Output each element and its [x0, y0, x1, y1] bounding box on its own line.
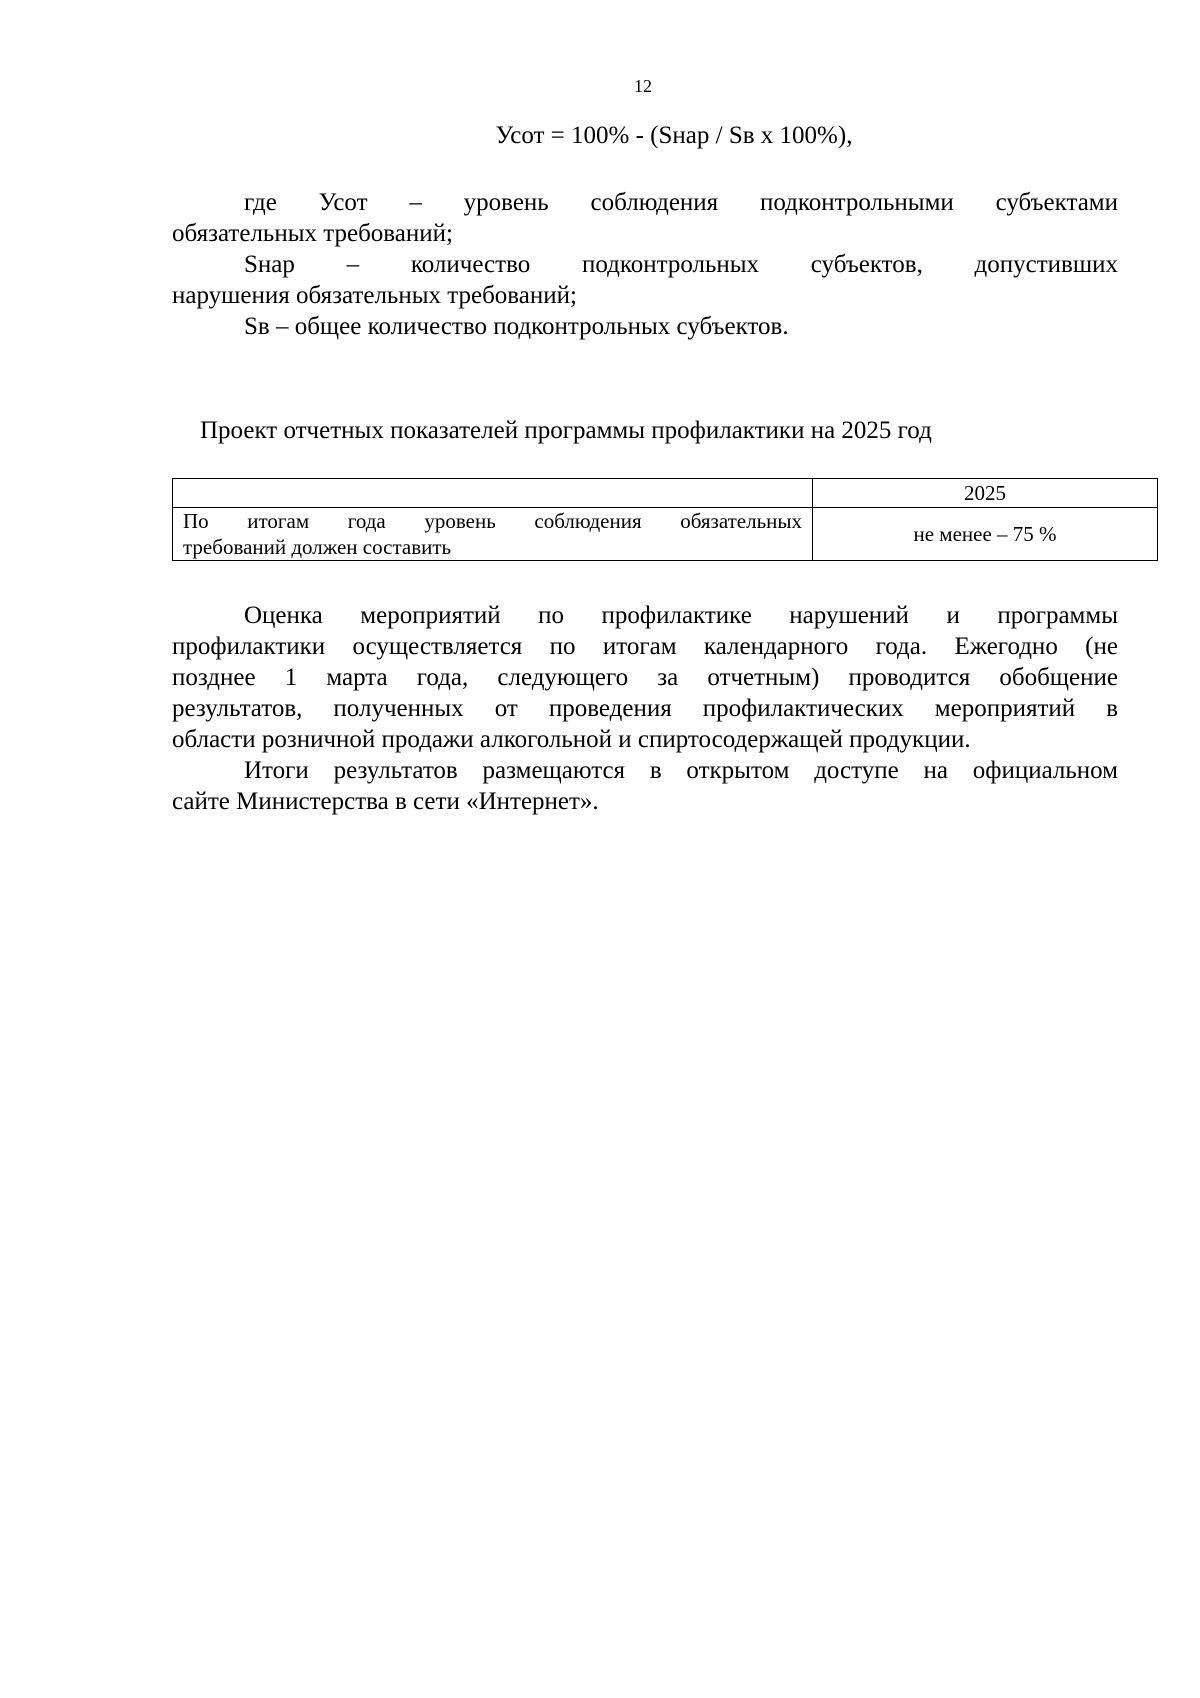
- definition-snar-line2: нарушения обязательных требований;: [172, 282, 577, 309]
- formula-definitions: [172, 187, 1118, 342]
- assessment-p1-line2: профилактики осуществляется по итогам календарного года. Ежегодно (не: [172, 633, 1118, 660]
- definition-usot-line2: обязательных требований;: [172, 220, 453, 247]
- indicator-description-line2: требований должен составить: [183, 535, 452, 559]
- indicator-value-cell: не менее – 75 %: [813, 508, 1158, 561]
- compliance-formula: Усот = 100% - (Sнар / Sв х 100%),: [495, 122, 853, 149]
- definition-sv: Sв – общее количество подконтрольных субъектов.: [244, 313, 789, 340]
- table-row: [173, 508, 1158, 561]
- assessment-p1-line1: Оценка мероприятий по профилактике нарушений и программы: [244, 602, 1118, 629]
- definition-snar-line1: Sнар – количество подконтрольных субъектов, допустивших: [244, 251, 1118, 278]
- page-number: 12: [634, 76, 652, 96]
- indicator-description-line1: По итогам года уровень соблюдения обязательных: [183, 509, 802, 533]
- assessment-p2-line1: Итоги результатов размещаются в открытом доступе на официальном: [244, 757, 1118, 784]
- header-empty-cell: [173, 479, 813, 508]
- indicators-table: [172, 478, 1158, 561]
- indicator-description-cell: [173, 508, 813, 561]
- table-header-row: [173, 479, 1158, 508]
- definition-usot-line1: где Усот – уровень соблюдения подконтрольными субъектами: [244, 189, 1118, 216]
- assessment-p1-line5: области розничной продажи алкогольной и спиртосодержащей продукции.: [172, 726, 971, 753]
- assessment-p1-line4: результатов, полученных от проведения профилактических мероприятий в: [172, 695, 1118, 722]
- assessment-text: [172, 600, 1118, 817]
- assessment-p2-line2: сайте Министерства в сети «Интернет».: [172, 788, 599, 815]
- header-year-cell: 2025: [813, 479, 1158, 508]
- assessment-p1-line3: позднее 1 марта года, следующего за отчетным) проводится обобщение: [172, 664, 1118, 691]
- table-title: Проект отчетных показателей программы профилактики на 2025 год: [200, 417, 932, 444]
